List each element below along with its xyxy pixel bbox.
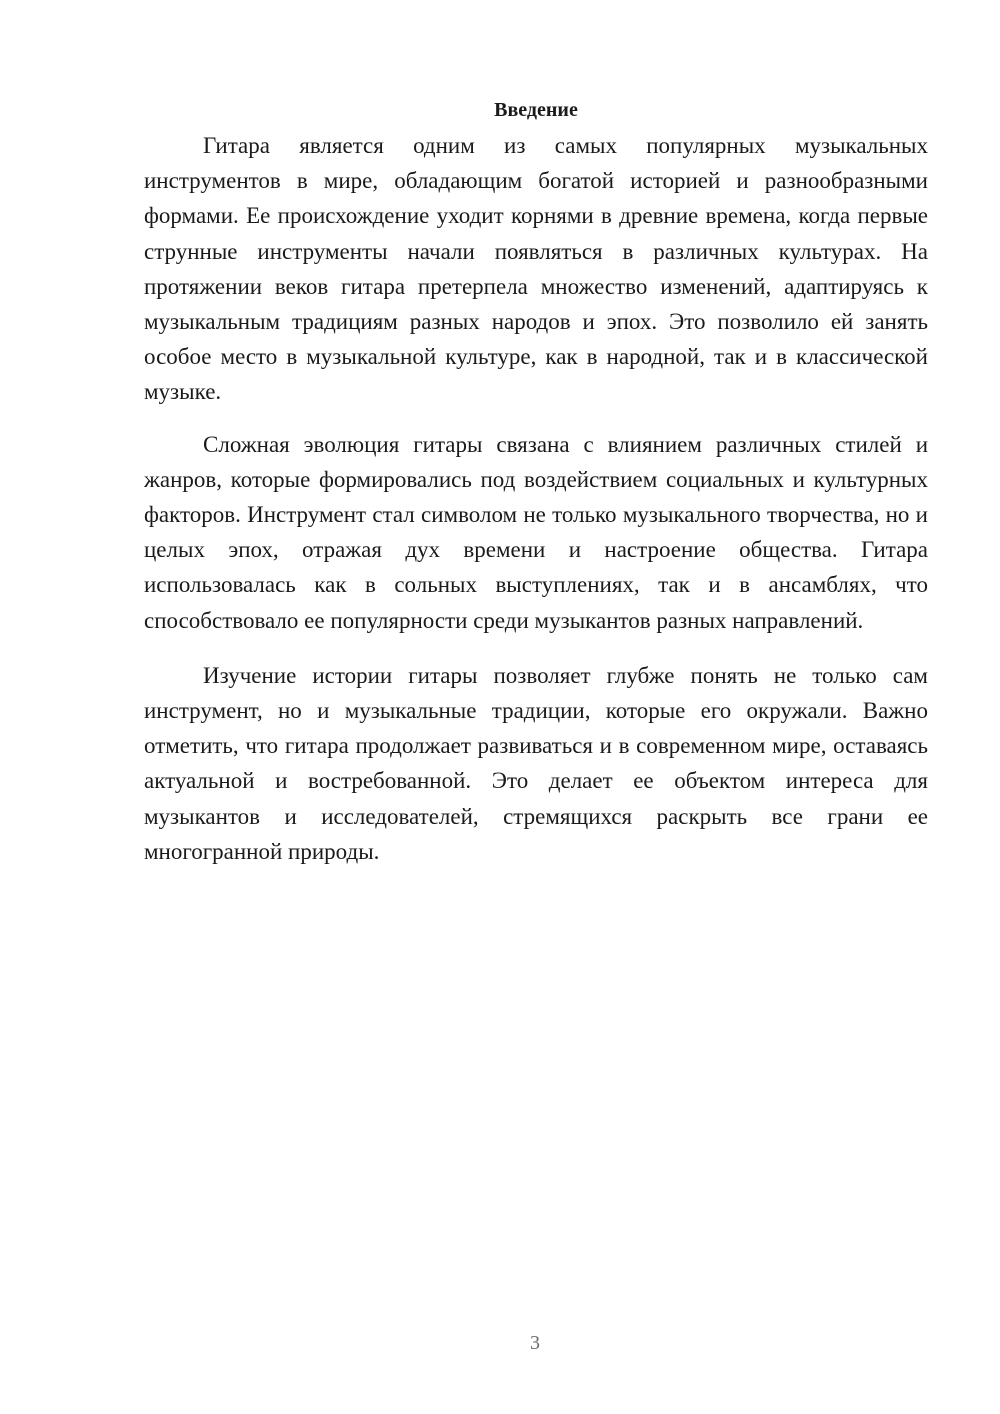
page-number: 3 <box>530 1332 540 1354</box>
section-heading: Введение <box>494 99 578 121</box>
paragraph-2: Сложная эволюция гитары связана с влиянием различных стилей и жанров, которые формировались под воздействием социальных и культурных факторов. Инструмент стал символом не только музыкального творчества, но и целых эпох, отражая дух времени и настроение общества. Гитара использовалась как в сольных выступлениях, так и в ансамблях, что способствовало ее популярности среди музыкантов разных направлений. <box>144 431 928 633</box>
paragraph-1: Гитара является одним из самых популярных музыкальных инструментов в мире, обладающим богатой историей и разнообразными формами. Ее происхождение уходит корнями в древние времена, когда первые струнные инструменты начали появляться в различных культурах. На протяжении веков гитара претерпела множество изменений, адаптируясь к музыкальным традициям разных народов и эпох. Это позволило ей занять особое место в музыкальной культуре, как в народной, так и в классической музыке. <box>144 133 928 405</box>
page-content <box>144 94 928 869</box>
paragraph-3: Изучение истории гитары позволяет глубже понять не только сам инструмент, но и музыкальные традиции, которые его окружали. Важно отметить, что гитара продолжает развиваться и в современном мире, оставаясь актуальной и востребованной. Это делает ее объектом интереса для музыкантов и исследователей, стремящихся раскрыть все грани ее многогранной природы. <box>144 662 928 864</box>
